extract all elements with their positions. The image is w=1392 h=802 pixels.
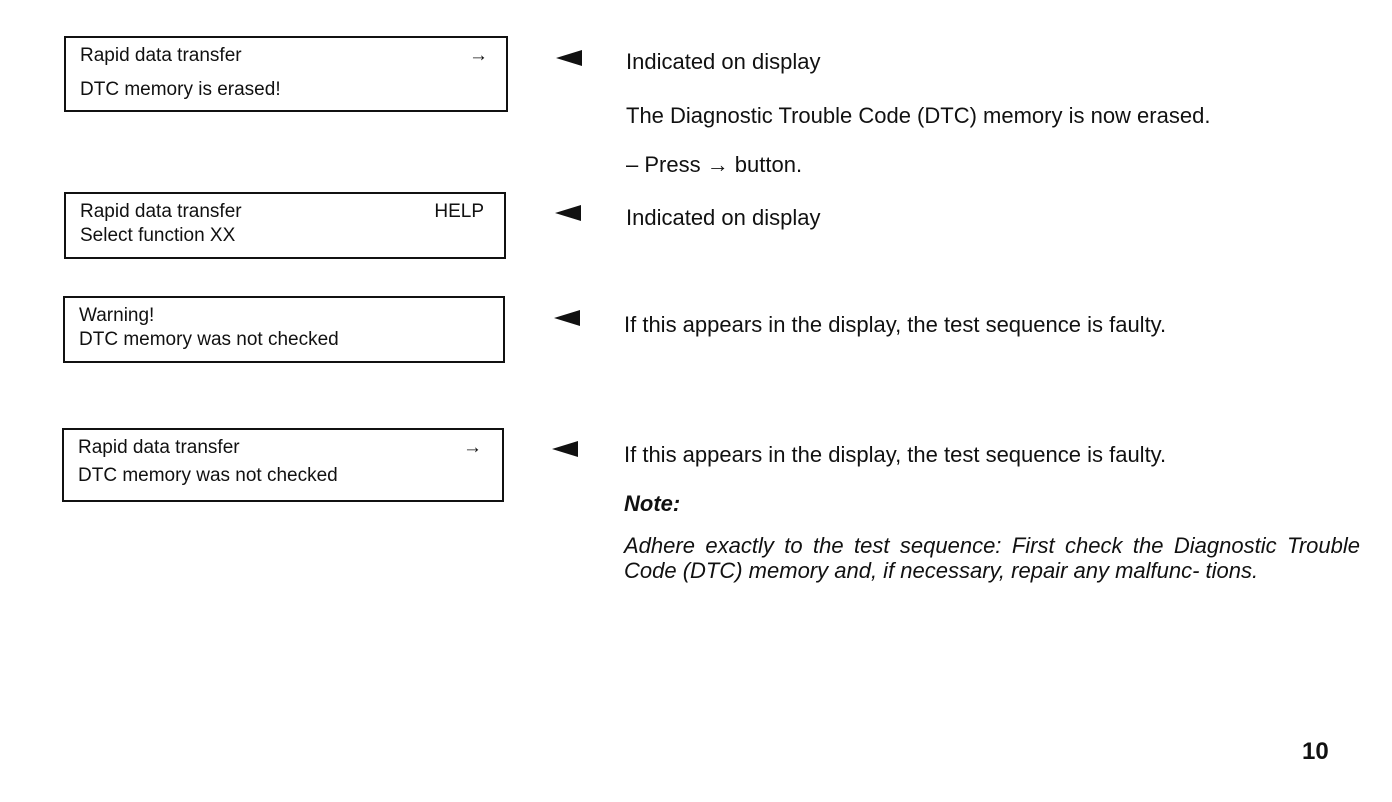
description-faulty-sequence: If this appears in the display, the test sequence is faulty. xyxy=(624,442,1167,467)
display-line-2: DTC memory is erased! xyxy=(80,79,281,100)
display-line-1 xyxy=(79,304,489,328)
display-line-2: DTC memory was not checked xyxy=(78,465,338,486)
description-memory-erased: The Diagnostic Trouble Code (DTC) memory is now erased. xyxy=(626,103,1211,128)
pointer-left-icon xyxy=(555,205,581,221)
display-text: Rapid data transfer xyxy=(80,201,242,222)
note-title: Note: xyxy=(624,491,681,516)
display-line-2: Select function XX xyxy=(80,225,236,246)
display-line-1 xyxy=(80,200,490,224)
display-text: Rapid data transfer xyxy=(80,45,242,66)
display-text: Warning! xyxy=(79,305,155,326)
pointer-left-icon xyxy=(556,50,582,66)
right-arrow-indicator: → xyxy=(469,45,488,66)
description-faulty-sequence: If this appears in the display, the test sequence is faulty. xyxy=(624,312,1167,337)
right-arrow-indicator: → xyxy=(463,437,482,458)
note-body: Adhere exactly to the test sequence: First check the Diagnostic Trouble Code (DTC) memory and, if necessary, repair any malfunc- tions. xyxy=(624,533,1360,583)
description-indicated: Indicated on display xyxy=(626,49,821,74)
display-line-1 xyxy=(80,44,492,68)
description-indicated: Indicated on display xyxy=(626,205,821,230)
display-line-1 xyxy=(78,436,488,460)
pointer-left-icon xyxy=(554,310,580,326)
pointer-left-icon xyxy=(552,441,578,457)
display-text: Rapid data transfer xyxy=(78,437,240,458)
display-box-select-function xyxy=(64,192,506,259)
display-box-dtc-erased xyxy=(64,36,508,112)
description-press-button: – Press → button. xyxy=(626,152,803,177)
page-number: 10 xyxy=(1302,738,1329,765)
display-line-2: DTC memory was not checked xyxy=(79,329,339,350)
help-indicator: HELP xyxy=(434,201,484,222)
display-box-not-checked xyxy=(62,428,504,502)
display-box-warning xyxy=(63,296,505,363)
